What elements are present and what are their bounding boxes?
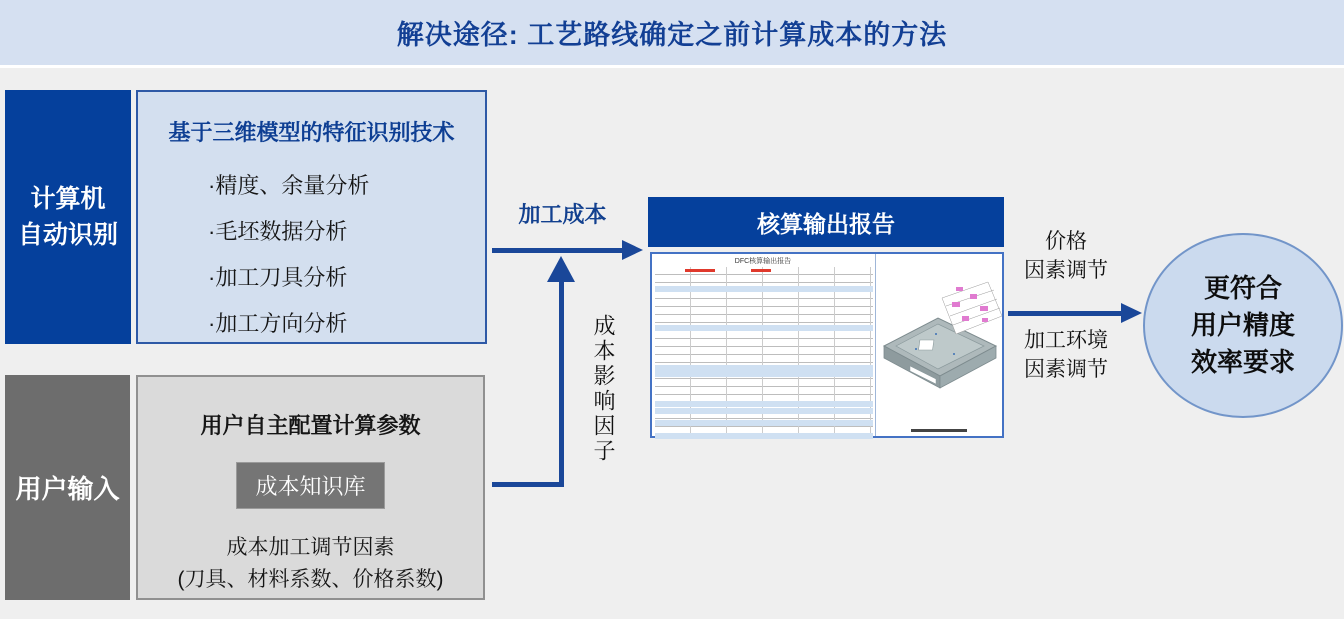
sheet-section-band <box>655 433 873 439</box>
sheet-table-grid <box>655 267 873 433</box>
bullet-tool-analysis: ·加工刀具分析 <box>208 265 348 290</box>
result-line1: 更符合 <box>1203 273 1282 303</box>
cost-adjust-factor-line1: 成本加工调节因素 <box>226 536 395 559</box>
user-input-box <box>5 375 130 600</box>
sheet-section-band <box>655 408 873 414</box>
result-circle <box>1143 233 1343 418</box>
sheet-red-cell <box>685 269 715 272</box>
bullet-precision-analysis: ·精度、余量分析 <box>208 173 370 198</box>
environment-factor-label <box>991 326 1141 384</box>
result-arrow-line <box>1008 311 1122 316</box>
cost-report-sheet <box>650 252 1004 438</box>
report-header <box>648 197 1004 247</box>
sheet-model-area <box>876 254 1002 436</box>
environment-factor-line1: 加工环境 <box>1024 329 1108 352</box>
result-arrow-head-icon <box>1121 303 1142 323</box>
price-factor-label <box>991 227 1141 285</box>
computer-label-line2: 自动识别 <box>17 221 118 249</box>
sheet-section-band <box>655 286 873 292</box>
user-config-panel <box>136 375 485 600</box>
sheet-title: DFC核算输出报告 <box>734 258 792 265</box>
feature-panel-heading: 基于三维模型的特征识别技术 <box>168 120 455 145</box>
sheet-section-band <box>655 420 873 426</box>
user-input-label: 用户输入 <box>15 474 120 504</box>
computer-recognition-box <box>5 90 131 344</box>
environment-factor-line2: 因素调节 <box>1024 358 1108 381</box>
report-header-title: 核算输出报告 <box>757 210 895 237</box>
sheet-red-cell <box>751 269 771 272</box>
result-line2: 用户精度 <box>1190 310 1295 340</box>
result-line3: 效率要求 <box>1190 347 1295 377</box>
model-caption-mark <box>911 429 967 432</box>
title-band <box>0 0 1344 68</box>
machining-cost-arrow-head-icon <box>622 240 643 260</box>
sheet-section-band <box>655 325 873 331</box>
cost-adjust-factor-line2: (刀具、材料系数、价格系数) <box>177 568 444 591</box>
cost-factor-arrow-head-icon <box>547 256 575 282</box>
machining-cost-label: 加工成本 <box>518 202 607 227</box>
cost-factor-arrow-stem <box>559 280 564 487</box>
computer-label-line1: 计算机 <box>30 185 106 213</box>
part-3d-model <box>876 254 1004 424</box>
machining-cost-arrow-line <box>492 248 622 253</box>
cost-factor-arrow-base <box>492 482 562 487</box>
feature-recognition-panel <box>136 90 487 344</box>
bullet-direction-analysis: ·加工方向分析 <box>208 311 348 336</box>
feature-bullet-list <box>208 163 485 347</box>
sheet-section-band <box>655 371 873 377</box>
sheet-section-band <box>655 401 873 407</box>
bullet-blank-data-analysis: ·毛坯数据分析 <box>208 219 348 244</box>
page-title: 解决途径: 工艺路线确定之前计算成本的方法 <box>396 20 948 50</box>
cost-influence-factor-label: 成本影响因子 <box>591 314 616 464</box>
cost-knowledge-base-badge: 成本知识库 <box>236 462 384 509</box>
price-factor-line1: 价格 <box>1045 230 1087 253</box>
user-panel-heading: 用户自主配置计算参数 <box>200 413 421 438</box>
price-factor-line2: 因素调节 <box>1024 259 1108 282</box>
